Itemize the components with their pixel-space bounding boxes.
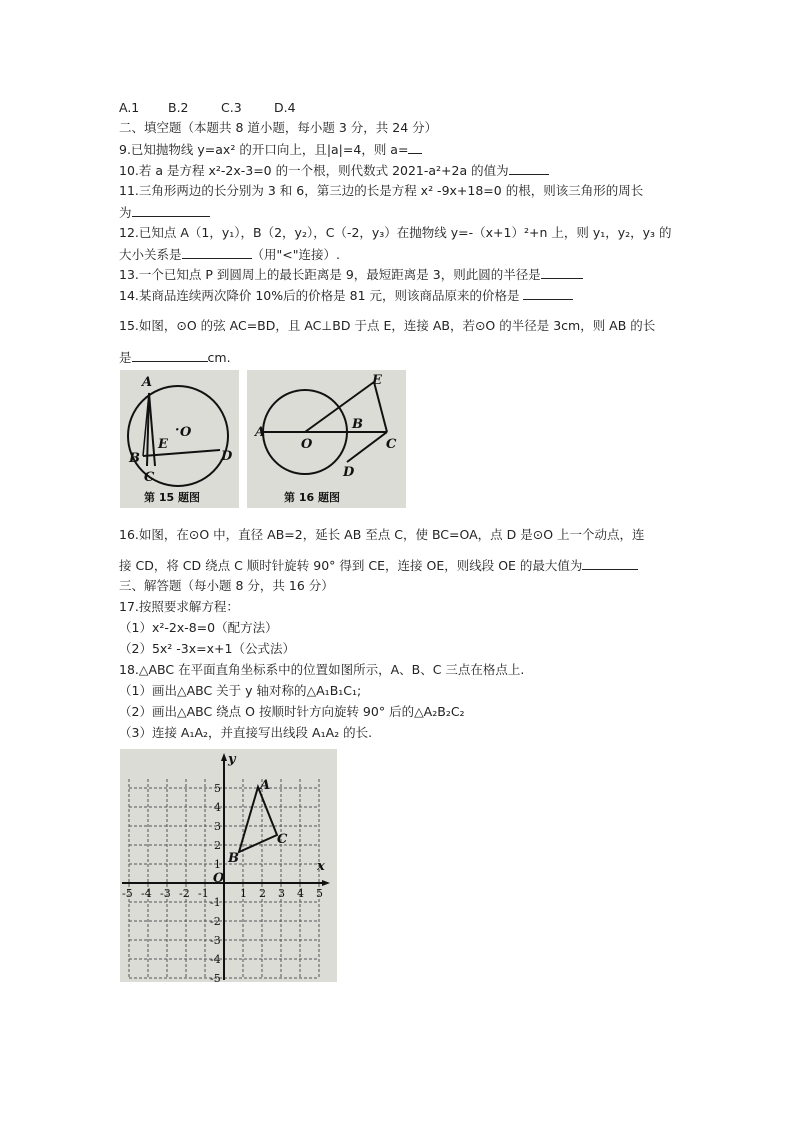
option-c: C.3 bbox=[221, 100, 242, 115]
answer-blank[interactable] bbox=[182, 246, 252, 259]
point-label-o: O bbox=[180, 425, 192, 440]
point-label-b: B bbox=[228, 851, 239, 866]
y-axis-label: y bbox=[228, 752, 236, 767]
section2-title: 二、填空题（本题共 8 道小题，每小题 3 分，共 24 分） bbox=[119, 120, 438, 135]
x-tick-label: 1 bbox=[240, 887, 247, 900]
answer-blank[interactable] bbox=[541, 266, 583, 279]
x-tick-label: 4 bbox=[297, 887, 304, 900]
question-16-text: 接 CD，将 CD 绕点 C 顺时针旋转 90° 得到 CE，连接 OE，则线段 OE 的最大值为 bbox=[119, 558, 583, 573]
question-10 bbox=[119, 162, 549, 179]
answer-blank[interactable] bbox=[509, 162, 549, 175]
y-tick-label: -1 bbox=[210, 896, 221, 909]
question-18-part2: （2）画出△ABC 绕点 O 按顺时针方向旋转 90° 后的△A₂B₂C₂ bbox=[119, 704, 465, 719]
point-label-e: E bbox=[158, 437, 168, 452]
x-tick-label: -4 bbox=[141, 887, 152, 900]
question-11-cont bbox=[119, 204, 210, 221]
answer-blank[interactable] bbox=[523, 287, 573, 300]
x-tick-label: 2 bbox=[259, 887, 266, 900]
y-tick-label: 2 bbox=[214, 839, 221, 852]
point-label-b: B bbox=[352, 417, 363, 432]
x-tick-label: -3 bbox=[160, 887, 171, 900]
question-17: 17.按照要求解方程： bbox=[119, 599, 239, 614]
answer-blank[interactable] bbox=[132, 349, 208, 362]
question-18: 18.△ABC 在平面直角坐标系中的位置如图所示，A、B、C 三点在格点上. bbox=[119, 662, 525, 677]
x-tick-label: -1 bbox=[198, 887, 209, 900]
question-13-text: 13.一个已知点 P 到圆周上的最长距离是 9，最短距离是 3，则此圆的半径是 bbox=[119, 267, 541, 282]
point-label-a: A bbox=[255, 425, 266, 440]
point-label-c: C bbox=[144, 470, 155, 485]
y-tick-label: 5 bbox=[214, 782, 221, 795]
figure-15 bbox=[120, 370, 239, 508]
y-tick-label: -3 bbox=[210, 934, 221, 947]
point-label-a: A bbox=[260, 778, 271, 793]
question-17-part1: （1）x²-2x-8=0（配方法） bbox=[119, 620, 278, 635]
question-16: 16.如图，在⊙O 中，直径 AB=2，延长 AB 至点 C，使 BC=OA，点 D 是⊙O 上一个动点，连 bbox=[119, 527, 645, 542]
y-tick-label: 3 bbox=[214, 820, 221, 833]
origin-label: O bbox=[213, 871, 225, 886]
x-axis-label: x bbox=[317, 859, 325, 874]
question-13 bbox=[119, 266, 583, 283]
figure-15-caption: 第 15 题图 bbox=[144, 491, 200, 504]
y-tick-label: -2 bbox=[210, 915, 221, 928]
point-label-c: C bbox=[277, 832, 288, 847]
point-label-b: B bbox=[129, 451, 140, 466]
question-14 bbox=[119, 287, 573, 304]
question-15-cont bbox=[119, 349, 231, 366]
question-9-text: 9.已知抛物线 y=ax² 的开口向上，且|a|=4，则 a= bbox=[119, 142, 409, 157]
answer-blank[interactable] bbox=[408, 141, 422, 154]
question-15-unit: cm. bbox=[207, 350, 231, 365]
option-d: D.4 bbox=[274, 100, 296, 115]
y-tick-label: 1 bbox=[214, 858, 221, 871]
question-11: 11.三角形两边的长分别为 3 和 6，第三边的长是方程 x² -9x+18=0 的根，则该三角形的周长 bbox=[119, 183, 644, 198]
option-b: B.2 bbox=[168, 100, 189, 115]
answer-blank[interactable] bbox=[582, 557, 638, 570]
center-dot: · bbox=[175, 423, 180, 438]
question-15: 15.如图，⊙O 的弦 AC=BD，且 AC⊥BD 于点 E，连接 AB，若⊙O 的半径是 3cm，则 AB 的长 bbox=[119, 318, 656, 333]
section3-title: 三、解答题（每小题 8 分，共 16 分） bbox=[119, 578, 334, 593]
point-label-a: A bbox=[142, 375, 153, 390]
question-16-cont bbox=[119, 557, 638, 574]
question-18-part3: （3）连接 A₁A₂，并直接写出线段 A₁A₂ 的长. bbox=[119, 725, 373, 740]
question-12: 12.已知点 A（1，y₁），B（2，y₂），C（-2，y₃）在抛物线 y=-（x+1）²+n 上，则 y₁，y₂，y₃ 的 bbox=[119, 225, 672, 240]
y-tick-label: 4 bbox=[214, 801, 221, 814]
figure-18-coordinate-grid bbox=[120, 749, 337, 982]
question-10-text: 10.若 a 是方程 x²-2x-3=0 的一个根，则代数式 2021-a²+2a 的值为 bbox=[119, 163, 509, 178]
question-12-text: 大小关系是 bbox=[119, 247, 182, 262]
answer-blank[interactable] bbox=[132, 204, 210, 217]
point-label-o: O bbox=[301, 437, 313, 452]
figure-16 bbox=[247, 370, 406, 508]
question-11-text: 为 bbox=[119, 205, 132, 220]
y-tick-label: -4 bbox=[210, 953, 221, 966]
y-tick-label: -5 bbox=[210, 972, 221, 982]
option-a: A.1 bbox=[119, 100, 140, 115]
x-tick-label: -2 bbox=[179, 887, 190, 900]
x-tick-label: 5 bbox=[316, 887, 323, 900]
question-9 bbox=[119, 141, 422, 158]
x-tick-label: 3 bbox=[278, 887, 285, 900]
question-17-part2: （2）5x² -3x=x+1（公式法） bbox=[119, 641, 295, 656]
figure-16-caption: 第 16 题图 bbox=[284, 491, 340, 504]
question-15-text: 是 bbox=[119, 350, 132, 365]
question-12-text-end: （用"<"连接）. bbox=[251, 247, 340, 262]
point-label-e: E bbox=[372, 373, 382, 388]
point-label-d: D bbox=[343, 465, 355, 480]
question-12-cont bbox=[119, 246, 340, 263]
x-tick-label: -5 bbox=[122, 887, 133, 900]
point-label-d: D bbox=[221, 449, 233, 464]
question-18-part1: （1）画出△ABC 关于 y 轴对称的△A₁B₁C₁; bbox=[119, 683, 362, 698]
question-14-text: 14.某商品连续两次降价 10%后的价格是 81 元，则该商品原来的价格是 bbox=[119, 288, 520, 303]
point-label-c: C bbox=[386, 437, 397, 452]
